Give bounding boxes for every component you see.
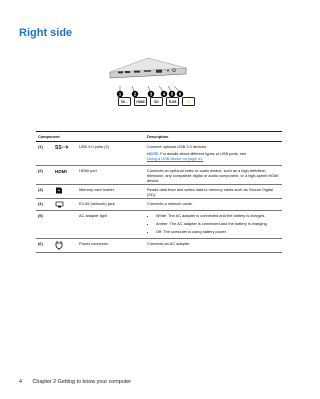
row-number: (3) (36, 185, 53, 199)
hdmi-badge-icon: HDMI (134, 97, 147, 106)
usb-device-link[interactable]: Using a USB device on page 41. (147, 156, 204, 161)
svg-text:4: 4 (162, 91, 166, 97)
callout-5 (168, 86, 175, 97)
row-number: (2) (36, 166, 53, 185)
table-row (36, 199, 282, 211)
usb-ss-badge-icon: SS↔ (118, 97, 131, 106)
network-jack-icon (53, 199, 77, 211)
component-name: USB 3.0 ports (2) (77, 142, 145, 166)
header-description: Description (145, 132, 282, 142)
table-row (36, 166, 282, 185)
usb-ss-icon (53, 142, 77, 166)
network-badge-icon: RJ45 (166, 97, 179, 106)
component-description: Reads data from and writes data to memory cards such as Secure Digital (SD). (145, 185, 282, 199)
component-name: RJ-45 (network) jack (77, 199, 145, 211)
sd-badge-icon: SD (150, 97, 163, 106)
laptop-right-side-illustration (108, 54, 188, 84)
port-badge-row (118, 97, 195, 106)
power-plug-icon (53, 239, 77, 253)
callout-2 (132, 86, 138, 97)
component-name: Power connector (77, 239, 145, 253)
page-number: 4 (19, 379, 22, 385)
component-name: HDMI port (77, 166, 145, 185)
row-number: (5) (36, 211, 53, 239)
status-list (147, 213, 280, 234)
component-description: Connects an optional video or audio device, such as a high-definition television, any compatible digital or audio component, or a high-speed HDMI device. (145, 166, 282, 185)
table-row (36, 185, 282, 199)
table-row (36, 239, 282, 253)
callout-3 (148, 86, 154, 97)
table-row (36, 211, 282, 239)
note-text: For details about different types of USB ports, see (160, 151, 247, 156)
callout-1 (117, 86, 123, 97)
component-description: Connect optional USB 3.0 devices. NOTE: For details about different types of USB ports, see Using a USB device on page 41. (145, 142, 282, 166)
row-number: (4) (36, 199, 53, 211)
list-item: • White: The AC adapter is connected and the battery is charged. (156, 213, 280, 218)
chapter-title: Chapter 2 Getting to know your computer (32, 379, 132, 385)
callout-6 (174, 86, 183, 97)
svg-text:3: 3 (149, 91, 153, 97)
component-description (145, 211, 282, 239)
row-number: (1) (36, 142, 53, 166)
component-name: Memory card reader (77, 185, 145, 199)
table-header-row (36, 132, 282, 142)
component-description: Connects a network cable. (145, 199, 282, 211)
table-row (36, 142, 282, 166)
section-title: Right side (19, 27, 73, 39)
hdmi-icon (53, 166, 77, 185)
power-light-badge-icon: ⚡ (182, 97, 195, 106)
callout-4 (159, 86, 167, 97)
page-footer (19, 379, 131, 385)
row-number: (6) (36, 239, 53, 253)
svg-text:HDMI: HDMI (55, 168, 67, 174)
list-item: • Off: The computer is using battery power. (156, 229, 280, 234)
component-name: AC adapter light (77, 211, 145, 239)
svg-text:1: 1 (118, 91, 122, 97)
svg-text:6: 6 (178, 91, 182, 97)
component-table (36, 131, 282, 253)
component-description: Connects an AC adapter. (145, 239, 282, 253)
list-item: • Amber: The AC adapter is connected and the battery is charging. (156, 221, 280, 226)
sd-card-icon (53, 185, 77, 199)
svg-text:5: 5 (170, 91, 174, 97)
svg-text:2: 2 (133, 91, 137, 97)
svg-text:SS: SS (55, 144, 62, 150)
header-component: Component (36, 132, 145, 142)
note-label: NOTE: (147, 151, 160, 156)
